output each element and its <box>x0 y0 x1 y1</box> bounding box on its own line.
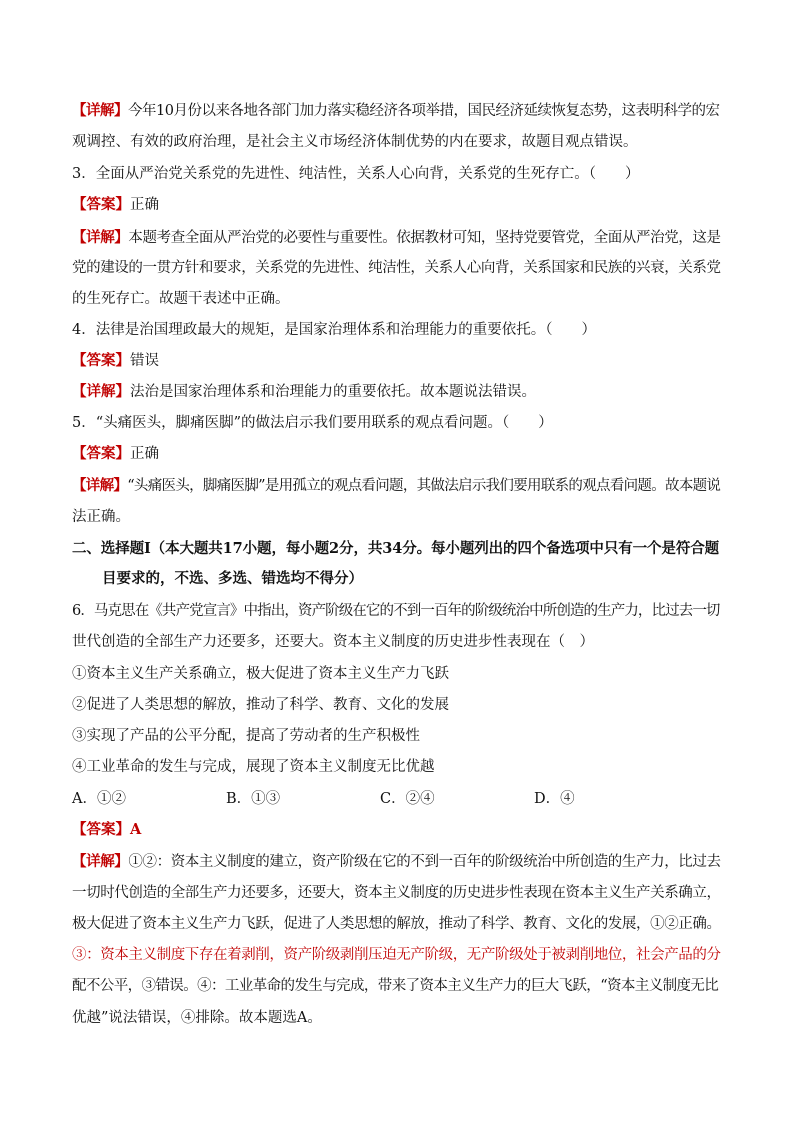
q2-detail-line-1 <box>72 101 719 121</box>
q3-detail-line-2: 党的建设的一贯方针和要求，关系党的先进性、纯洁性，关系人心向背，关系国家和民族的兴衰，关系党 <box>72 260 721 276</box>
detail-label: 【详解】 <box>72 229 129 246</box>
section-heading-line-1: 二、选择题Ⅰ（本大题共17小题，每小题2分，共34分。每小题列出的四个备选项中只有一个是符合题 <box>72 540 720 557</box>
q6-item-3: ③实现了产品的公平分配，提高了劳动者的生产积极性 <box>72 728 420 744</box>
q6-detail-line-4: ③：资本主义制度下存在着剥削，资产阶级剥削压迫无产阶级，无产阶级处于被剥削地位，社会产品的分 <box>72 947 721 963</box>
q6-item-2: ②促进了人类思想的解放，推动了科学、教育、文化的发展 <box>72 697 449 713</box>
q5-detail-text-1: “头痛医头，脚痛医脚”是用孤立的观点看问题，其做法启示我们要用联系的观点看问题。故本题说 <box>127 478 721 494</box>
q6-option-a: A．①② <box>72 791 126 807</box>
q6-option-b: B．①③ <box>226 791 281 807</box>
q4-detail-line-1 <box>72 382 536 402</box>
q5-detail-line-1 <box>72 476 720 496</box>
q6-option-c: C．②④ <box>380 791 435 807</box>
answer-label: 【答案】 <box>72 821 130 838</box>
q6-option-d: D．④ <box>534 791 575 807</box>
q5-answer-line <box>72 444 159 464</box>
q5-stem: 5．“头痛医头，脚痛医脚”的做法启示我们要用联系的观点看问题。（ ） <box>72 415 553 431</box>
answer-label: 【答案】 <box>72 352 130 369</box>
q6-detail-line-2: 一切时代创造的全部生产力还要多，还要大，资本主义制度的历史进步性表现在资本主义生产关系确立， <box>72 885 721 901</box>
answer-label: 【答案】 <box>72 196 130 213</box>
q6-detail-text-1: ①②：资本主义制度的建立，资产阶级在它的不到一百年的阶级统治中所创造的生产力，比过去 <box>128 854 721 870</box>
q5-detail-line-2: 法正确。 <box>72 509 130 525</box>
q2-detail-text-1: 今年10月份以来各地各部门加力落实稳经济各项举措，国民经济延续恢复态势，这表明科学的宏 <box>128 103 720 119</box>
q6-detail-line-5: 配不公平，③错误。④：工业革命的发生与完成，带来了资本主义生产力的巨大飞跃，“资本主义制度无比 <box>72 978 719 994</box>
q6-detail-line-3: 极大促进了资本主义生产力飞跃，促进了人类思想的解放，推动了科学、教育、文化的发展，①②正确。 <box>72 916 721 932</box>
q6-stem-line-1: 6．马克思在《共产党宣言》中指出，资产阶级在它的不到一百年的阶级统治中所创造的生产力，比过去一切 <box>72 603 720 619</box>
q6-detail-line-1 <box>72 852 721 872</box>
q6-item-1: ①资本主义生产关系确立，极大促进了资本主义生产力飞跃 <box>72 666 449 682</box>
q3-detail-line-3: 的生死存亡。故题干表述中正确。 <box>72 291 290 307</box>
q3-answer: 正确 <box>130 197 159 213</box>
q3-detail-text-1: 本题考查全面从严治党的必要性与重要性。依据教材可知，坚持党要管党，全面从严治党，这是 <box>128 230 721 246</box>
answer-label: 【答案】 <box>72 445 130 462</box>
q4-answer-line <box>72 351 159 371</box>
section-heading-line-2: 目要求的，不选、多选、错选均不得分） <box>102 570 363 587</box>
q6-answer: A <box>130 821 142 838</box>
q4-answer: 错误 <box>130 353 159 369</box>
q3-detail-line-1 <box>72 228 721 248</box>
detail-label: 【详解】 <box>72 477 128 494</box>
q2-detail-line-2: 观调控、有效的政府治理，是社会主义市场经济体制优势的内在要求，故题目观点错误。 <box>72 134 638 150</box>
detail-label: 【详解】 <box>72 853 129 870</box>
q6-item-4: ④工业革命的发生与完成，展现了资本主义制度无比优越 <box>72 759 435 775</box>
q4-stem: 4．法律是治国理政最大的规矩，是国家治理体系和治理能力的重要依托。（ ） <box>72 322 596 338</box>
q6-answer-line <box>72 820 141 840</box>
q5-answer: 正确 <box>130 446 159 462</box>
q6-detail-line-6: 优越”说法错误，④排除。故本题选A。 <box>72 1010 322 1026</box>
detail-label: 【详解】 <box>72 102 128 119</box>
q4-detail-text-1: 法治是国家治理体系和治理能力的重要依托。故本题说法错误。 <box>130 384 536 400</box>
q6-stem-line-2: 世代创造的全部生产力还要多，还要大。资本主义制度的历史进步性表现在（ ） <box>72 634 594 650</box>
detail-label: 【详解】 <box>72 383 130 400</box>
q3-stem: 3．全面从严治党关系党的先进性、纯洁性，关系人心向背，关系党的生死存亡。（ ） <box>72 166 640 182</box>
q3-answer-line <box>72 195 159 215</box>
